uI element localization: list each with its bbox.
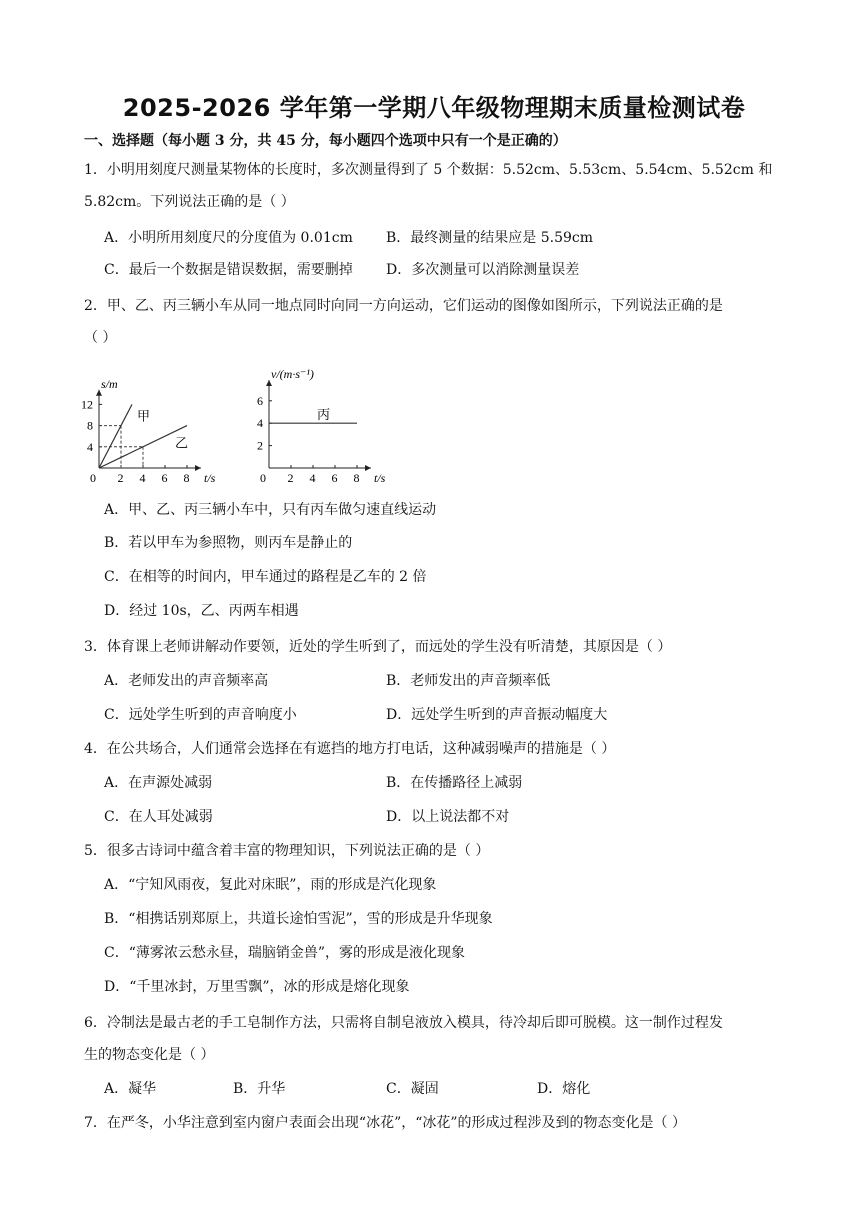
chart1-x-arrow xyxy=(365,465,371,471)
chart0-x-tick-label: 2 xyxy=(117,471,124,485)
q1-stem-line1: 1．小明用刻度尺测量某物体的长度时，多次测量得到了 5 个数据：5.52cm、5.53cm、5.54cm、5.52cm 和 xyxy=(84,162,773,178)
chart0-x-arrow xyxy=(195,465,201,471)
q4-option-b[interactable]: B．在传播路径上减弱 xyxy=(386,775,523,791)
chart0-series-1 xyxy=(99,426,187,468)
chart0-y-tick-label: 12 xyxy=(81,397,93,412)
q3-stem: 3．体育课上老师讲解动作要领，近处的学生听到了，而远处的学生没有听清楚，其原因是（ ） xyxy=(84,639,672,655)
motion-graphs xyxy=(80,355,400,495)
chart0-x-tick-label: 4 xyxy=(139,471,146,485)
chart0-x-tick-label: 6 xyxy=(161,471,168,485)
chart1-series-label: 丙 xyxy=(317,407,331,423)
q2-option-a[interactable]: A．甲、乙、丙三辆小车中，只有丙车做匀速直线运动 xyxy=(104,502,437,518)
q1-stem-line2: 5.82cm。下列说法正确的是（ ） xyxy=(84,194,295,210)
chart0-x-tick-label: 8 xyxy=(183,471,190,485)
q3-option-d[interactable]: D．远处学生听到的声音振动幅度大 xyxy=(386,707,608,723)
q6-option-a[interactable]: A．凝华 xyxy=(104,1081,157,1097)
chart0-x-label: t/s xyxy=(204,471,216,485)
chart0-series-label: 乙 xyxy=(175,435,189,451)
q4-option-a[interactable]: A．在声源处减弱 xyxy=(104,775,213,791)
q2-option-c[interactable]: C．在相等的时间内，甲车通过的路程是乙车的 2 倍 xyxy=(104,569,427,585)
q6-stem-line2: 生的物态变化是（ ） xyxy=(84,1047,215,1063)
q4-stem: 4．在公共场合，人们通常会选择在有遮挡的地方打电话，这种减弱噪声的措施是（ ） xyxy=(84,741,616,757)
q3-option-b[interactable]: B．老师发出的声音频率低 xyxy=(386,673,551,689)
q3-option-a[interactable]: A．老师发出的声音频率高 xyxy=(104,673,269,689)
q6-option-b[interactable]: B．升华 xyxy=(233,1081,286,1097)
chart1-y-tick-label: 6 xyxy=(257,393,263,408)
chart1-x-tick-label: 6 xyxy=(331,471,338,485)
chart1-x-tick-label: 0 xyxy=(260,471,266,485)
chart0-series-label: 甲 xyxy=(137,408,151,424)
q2-option-d[interactable]: D．经过 10s，乙、丙两车相遇 xyxy=(104,603,299,619)
q5-option-b[interactable]: B．“相携话别郑原上，共道长途怕雪泥”，雪的形成是升华现象 xyxy=(104,911,493,927)
q6-option-d[interactable]: D．熔化 xyxy=(537,1081,591,1097)
q7-stem: 7．在严冬，小华注意到室内窗户表面会出现“冰花”，“冰花”的形成过程涉及到的物态变化是（ ） xyxy=(84,1115,686,1131)
q4-option-c[interactable]: C．在人耳处减弱 xyxy=(104,809,213,825)
chart1-x-tick-label: 4 xyxy=(309,471,316,485)
q5-option-c[interactable]: C．“薄雾浓云愁永昼，瑞脑销金兽”，雾的形成是液化现象 xyxy=(104,945,466,961)
section-heading: 一、选择题（每小题 3 分，共 45 分，每小题四个选项中只有一个是正确的） xyxy=(84,133,567,149)
q1-option-c[interactable]: C．最后一个数据是错误数据，需要删掉 xyxy=(104,262,353,278)
q2-stem-line2: （ ） xyxy=(84,330,117,346)
q1-option-d[interactable]: D．多次测量可以消除测量误差 xyxy=(386,262,580,278)
q5-stem: 5．很多古诗词中蕴含着丰富的物理知识，下列说法正确的是（ ） xyxy=(84,843,490,859)
chart0-series-0 xyxy=(99,404,132,468)
q5-option-d[interactable]: D．“千里冰封，万里雪飘”，冰的形成是熔化现象 xyxy=(104,979,410,995)
chart1-y-tick-label: 2 xyxy=(257,438,263,453)
q6-option-c[interactable]: C．凝固 xyxy=(386,1081,439,1097)
q4-option-d[interactable]: D．以上说法都不对 xyxy=(386,809,510,825)
q6-stem-line1: 6．冷制法是最古老的手工皂制作方法，只需将自制皂液放入模具，待冷却后即可脱模。这一制作过程发 xyxy=(84,1015,723,1031)
q2-option-b[interactable]: B．若以甲车为参照物，则丙车是静止的 xyxy=(104,535,353,551)
chart0-y-label: s/m xyxy=(101,376,118,391)
page-title: 2025-2026 学年第一学期八年级物理期末质量检测试卷 xyxy=(122,94,746,122)
chart0-y-tick-label: 4 xyxy=(87,439,93,454)
chart1-x-label: t/s xyxy=(374,471,386,485)
q3-option-c[interactable]: C．远处学生听到的声音响度小 xyxy=(104,707,297,723)
chart0-y-tick-label: 8 xyxy=(87,418,93,433)
chart1-y-tick-label: 4 xyxy=(257,416,263,431)
chart0-x-tick-label: 0 xyxy=(90,471,96,485)
q1-option-b[interactable]: B．最终测量的结果应是 5.59cm xyxy=(386,230,594,246)
q1-option-a[interactable]: A．小明所用刻度尺的分度值为 0.01cm xyxy=(104,230,353,246)
chart1-y-label: v/(m·s⁻¹) xyxy=(271,367,314,381)
q5-option-a[interactable]: A．“宁知风雨夜，复此对床眠”，雨的形成是汽化现象 xyxy=(104,877,437,893)
q2-stem-line1: 2．甲、乙、丙三辆小车从同一地点同时向同一方向运动，它们运动的图像如图所示，下列说法正确的是 xyxy=(84,298,723,314)
chart1-x-tick-label: 2 xyxy=(287,471,294,485)
chart1-x-tick-label: 8 xyxy=(353,471,360,485)
